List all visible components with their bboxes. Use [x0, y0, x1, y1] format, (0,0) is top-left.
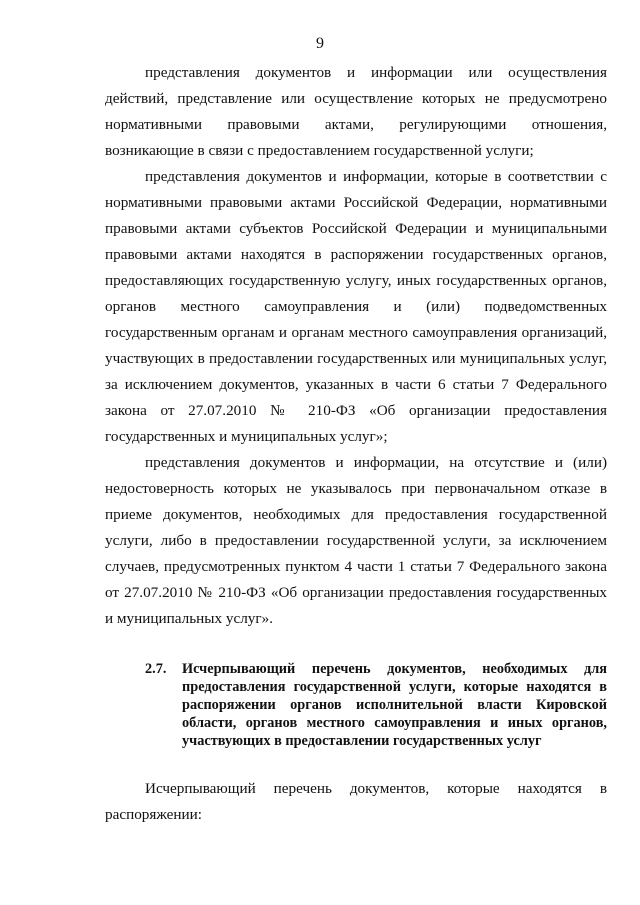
section-heading — [145, 660, 607, 750]
paragraph-1: представления документов и информации или осуществления действий, представление или осуществление которых не предусмотрено нормативными правовыми актами, регулирующими отношения, возникающие в связи с предоставлением государственной услуги; — [105, 64, 607, 159]
paragraph-3: представления документов и информации, на отсутствие и (или) недостоверность которых не указывалось при первоначальном отказе в приеме документов, необходимых для предоставления государственной услуги, либо в предоставлении государственной услуги, за исключением случаев, предусмотренных пунктом 4 части 1 статьи 7 Федерального закона от 27.07.2010 № 210-ФЗ «Об организации предоставления государственных и муниципальных услуг». — [105, 454, 607, 627]
paragraph-2: представления документов и информации, которые в соответствии с нормативными правовыми актами Российской Федерации, нормативными правовыми актами субъектов Российской Федерации и муниципальными правовыми актами находятся в распоряжении государственных органов, предоставляющих государственную услугу, иных государственных органов, органов местного самоуправления и (или) подведомственных государственным органам и органам местного самоуправления организаций, участвующих в предоставлении государственных или муниципальных услуг, за исключением документов, указанных в части 6 статьи 7 Федерального закона от 27.07.2010 № 210-ФЗ «Об организации предоставления государственных и муниципальных услуг»; — [105, 168, 607, 445]
section-title: Исчерпывающий перечень документов, необходимых для предоставления государственной услуги, которые находятся в распоряжении органов исполнительной власти Кировской области, органов местного самоуправления и иных органов, участвующих в предоставлении государственных услуг — [182, 661, 607, 749]
section-number: 2.7. — [145, 661, 167, 677]
document-body — [105, 60, 607, 828]
page-number: 9 — [316, 35, 324, 52]
closing-paragraph: Исчерпывающий перечень документов, которые находятся в распоряжении: — [105, 780, 607, 823]
